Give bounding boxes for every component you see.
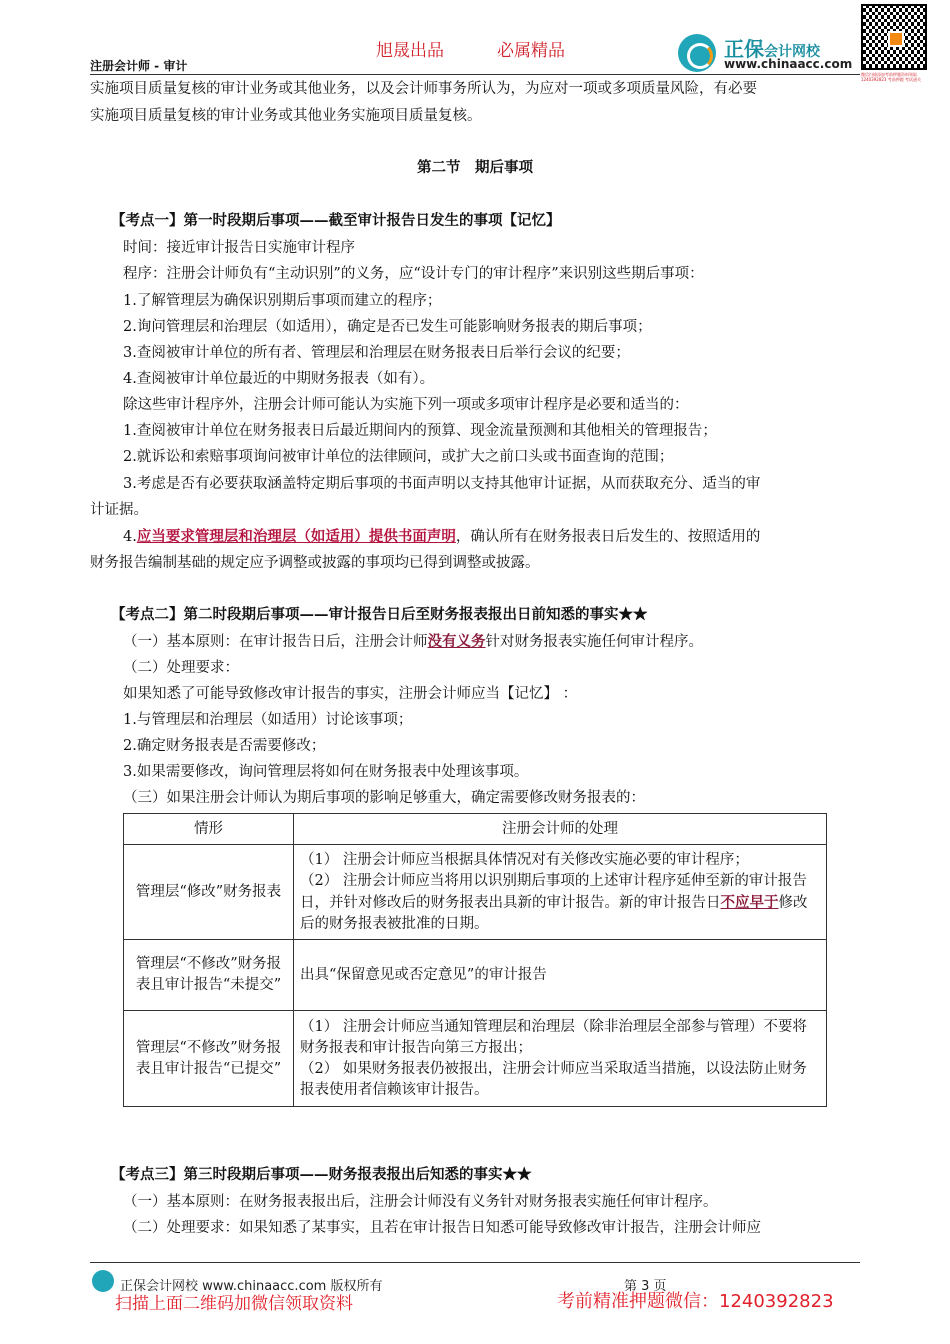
intro-line-2: 实施项目质量复核的审计业务或其他业务实施项目质量复核。 <box>90 108 482 124</box>
subject-label: 注册会计师 - 审计 <box>90 59 188 73</box>
point1-time: 时间：接近审计报告日实施审计程序 <box>123 240 355 256</box>
qr-caption: 微信扫描添加考前押题资料领取 1240392823 考前押题 考试通关 <box>861 72 921 82</box>
table-cell-situation: 管理层“修改”财务报表 <box>124 845 294 940</box>
table-cell-action <box>294 1011 827 1107</box>
table-row <box>124 940 827 1011</box>
footer-logo-icon <box>92 1270 114 1292</box>
table-header-situation: 情形 <box>124 814 294 845</box>
point1-extra-intro: 除这些审计程序外，注册会计师可能认为实施下列一项或多项审计程序是必要和适当的： <box>123 397 689 413</box>
row3-action-a: （1） 注册会计师应当通知管理层和治理层（除非治理层全部参与管理）不要将财务报表和审计报告向第三方报出； <box>300 1018 807 1056</box>
table-header-action: 注册会计师的处理 <box>294 814 827 845</box>
point1-extra-item-3-line1: 3.考虑是否有必要获取涵盖特定期后事项的书面声明以支持其他审计证据，从而获取充分、适当的审 <box>123 476 761 492</box>
point1-extra-item-4-line1 <box>123 528 760 546</box>
logo-name-small: 会计网校 <box>764 44 820 60</box>
row1-action-c: 修改后的财务报表被批准的日期。 <box>300 894 808 932</box>
table-cell-action <box>294 845 827 940</box>
row1-action-a: （1） 注册会计师应当根据具体情况对有关修改实施必要的审计程序； <box>300 851 749 868</box>
section-title: 第二节 期后事项 <box>417 159 533 176</box>
point1-item-1: 1.了解管理层为确保识别期后事项而建立的程序； <box>123 293 442 309</box>
point1-extra-item-1: 1.查阅被审计单位在财务报表日后最近期间内的预算、现金流量预测和其他相关的管理报告； <box>123 423 717 439</box>
point2-basic-suffix: 针对财务报表实施任何审计程序。 <box>485 634 703 650</box>
header-slogan-right: 必属精品 <box>497 41 565 61</box>
point2-basic <box>123 633 703 651</box>
item4-highlight: 应当要求管理层和治理层（如适用）提供书面声明 <box>136 528 456 545</box>
point1-procedure: 程序：注册会计师负有“主动识别”的义务，应“设计专门的审计程序”来识别这些期后事项： <box>123 266 704 282</box>
header-slogan-left: 旭晟出品 <box>376 41 444 61</box>
footer-page-number: 第 3 页 <box>624 1279 667 1294</box>
table-cell-situation: 管理层“不修改”财务报表且审计报告“已提交” <box>124 1011 294 1107</box>
point2-if-known: 如果知悉了可能导致修改审计报告的事实，注册会计师应当【记忆】 ： <box>123 686 578 702</box>
logo-url: www.chinaacc.com <box>724 57 853 71</box>
row1-action-highlight: 不应早于 <box>720 893 779 911</box>
point2-basic-prefix: （一）基本原则：在审计报告日后，注册会计师 <box>123 634 428 650</box>
point1-extra-item-2: 2.就诉讼和索赔事项询问被审计单位的法律顾问，或扩大之前口头或书面查询的范围； <box>123 449 674 465</box>
logo-name-main: 正保 <box>724 37 764 61</box>
table-row <box>124 845 827 940</box>
logo-emblem-icon <box>678 34 716 72</box>
table-row <box>124 1011 827 1107</box>
point2-basic-highlight: 没有义务 <box>427 633 486 650</box>
footer-promo-right: 考前精准押题微信：1240392823 <box>557 1291 834 1312</box>
point2-step-3: 3.如果需要修改，询问管理层将如何在财务报表中处理该事项。 <box>123 764 529 780</box>
row1-action-b <box>300 871 820 935</box>
point1-extra-item-3-line2: 计证据。 <box>90 502 148 518</box>
point1-item-4: 4.查阅被审计单位最近的中期财务报表（如有）。 <box>123 371 435 387</box>
handling-table <box>123 813 827 1107</box>
point3-basic: （一）基本原则：在财务报表报出后，注册会计师没有义务针对财务报表实施任何审计程序。 <box>123 1194 718 1210</box>
point1-item-2: 2.询问管理层和治理层（如适用），确定是否已发生可能影响财务报表的期后事项； <box>123 319 652 335</box>
point2-step-1: 1.与管理层和治理层（如适用）讨论该事项； <box>123 712 413 728</box>
point1-item-3: 3.查阅被审计单位的所有者、管理层和治理层在财务报表日后举行会议的纪要； <box>123 345 630 361</box>
footer-promo-left: 扫描上面二维码加微信领取资料 <box>115 1294 353 1314</box>
footer-divider <box>90 1262 860 1263</box>
chinaacc-logo <box>678 30 858 74</box>
table-cell-situation: 管理层“不修改”财务报表且审计报告“未提交” <box>124 940 294 1011</box>
intro-line-1: 实施项目质量复核的审计业务或其他业务，以及会计师事务所认为，为应对一项或多项质量风险，有必要 <box>90 81 757 97</box>
item4-rest: ，确认所有在财务报表日后发生的、按照适用的 <box>455 529 761 545</box>
point2-title: 【考点二】第二时段期后事项——审计报告日后至财务报表报出日前知悉的事实★★ <box>111 606 648 623</box>
qr-code-icon <box>861 4 927 70</box>
point3-handling: （二）处理要求：如果知悉了某事实，且若在审计报告日知悉可能导致修改审计报告，注册会计师应 <box>123 1220 761 1236</box>
row1-action-b-text: （2） 注册会计师应当将用以识别期后事项的上述审计程序延伸至新的审计报告日，并针对修改后的财务报表出具新的审计报告。新的审计报告日 <box>300 872 807 911</box>
point2-handling: （二）处理要求： <box>123 660 239 676</box>
table-cell-action: 出具“保留意见或否定意见”的审计报告 <box>294 940 827 1011</box>
header-divider <box>90 74 860 75</box>
item4-prefix: 4. <box>123 529 137 545</box>
footer-copyright: 正保会计网校 www.chinaacc.com 版权所有 <box>120 1279 383 1294</box>
point1-extra-item-4-line2: 财务报告编制基础的规定应予调整或披露的事项均已得到调整或披露。 <box>90 555 540 571</box>
point2-step-2: 2.确定财务报表是否需要修改； <box>123 738 326 754</box>
wechat-qr-code <box>861 4 927 86</box>
qr-center-logo <box>888 31 904 47</box>
point2-table-intro: （三）如果注册会计师认为期后事项的影响足够重大，确定需要修改财务报表的： <box>123 790 645 806</box>
row3-action-b: （2） 如果财务报表仍被报出，注册会计师应当采取适当措施，以设法防止财务报表使用者信赖该审计报告。 <box>300 1060 807 1098</box>
point1-title: 【考点一】第一时段期后事项——截至审计报告日发生的事项【记忆】 <box>111 212 561 229</box>
table-header-row <box>124 814 827 845</box>
point3-title: 【考点三】第三时段期后事项——财务报表报出后知悉的事实★★ <box>111 1166 532 1183</box>
